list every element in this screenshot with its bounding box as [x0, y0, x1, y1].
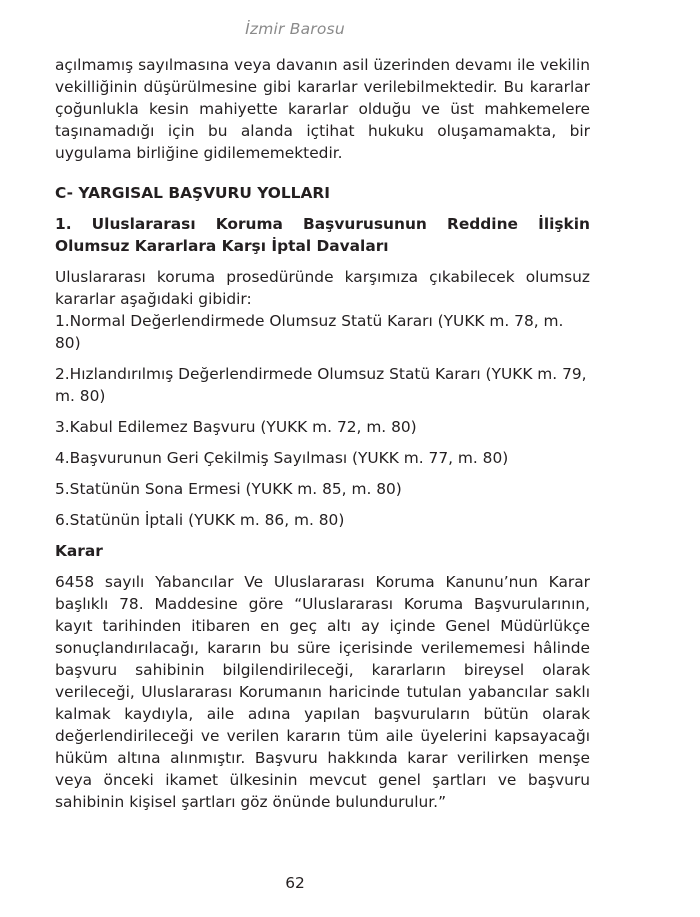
running-header: İzmir Barosu	[245, 20, 345, 38]
list-item: 1.Normal Değerlendirmede Olumsuz Statü Kararı (YUKK m. 78, m. 80)	[55, 312, 564, 352]
page-content	[55, 0, 590, 917]
list-item: 5.Statünün Sona Ermesi (YUKK m. 85, m. 80)	[55, 480, 402, 498]
intro-paragraph: Uluslararası koruma prosedüründe karşımıza çıkabilecek olumsuz kararlar aşağıdaki gibidir:	[55, 268, 590, 308]
decision-list	[55, 310, 590, 531]
section-heading: C- YARGISAL BAŞVURU YOLLARI	[55, 184, 330, 202]
list-item: 3.Kabul Edilemez Başvuru (YUKK m. 72, m. 80)	[55, 418, 417, 436]
karar-heading: Karar	[55, 542, 103, 560]
list-item: 6.Statünün İptali (YUKK m. 86, m. 80)	[55, 511, 345, 529]
list-item: 2.Hızlandırılmış Değerlendirmede Olumsuz Statü Kararı (YUKK m. 79, m. 80)	[55, 365, 587, 405]
body-text	[55, 54, 590, 813]
list-item: 4.Başvurunun Geri Çekilmiş Sayılması (YUKK m. 77, m. 80)	[55, 449, 509, 467]
subsection-heading: 1. Uluslararası Koruma Başvurusunun Reddine İlişkin Olumsuz Kararlara Karşı İptal Davaları	[55, 215, 590, 255]
karar-paragraph: 6458 sayılı Yabancılar Ve Uluslararası Koruma Kanunu’nun Karar başlıklı 78. Maddesine göre “Uluslararası Koruma Başvurularının, kayıt tarihinden itibaren en geç altı ay içinde Genel Müdürlükçe sonuçlandırılacağı, kararın bu süre içerisinde verilememesi hâlinde başvuru sahibinin bilgilendirileceği, kararların bireysel olarak verileceği, Uluslararası Korumanın haricinde tutulan yabancılar saklı kalmak kaydıyla, aile adına yapılan başvuruların bütün olarak değerlendirileceği ve verilen kararın tüm aile üyelerini kapsayacağı hüküm altına alınmıştır. Başvuru hakkında karar verilirken menşe veya önceki ikamet ülkesinin mevcut genel şartları ve başvuru sahibinin kişisel şartları göz önünde bulundurulur.”	[55, 573, 590, 811]
paragraph-continuation: açılmamış sayılmasına veya davanın asil üzerinden devamı ile vekilin vekilliğinin düşürülmesine gibi kararlar verilebilmektedir. Bu kararlar çoğunlukla kesin mahiyette kararlar olduğu ve üst mahkemelere taşınamadığı için bu alanda içtihat hukuku oluşamamakta, bir uygulama birliğine gidilememektedir.	[55, 56, 590, 162]
page-number: 62	[285, 874, 305, 892]
